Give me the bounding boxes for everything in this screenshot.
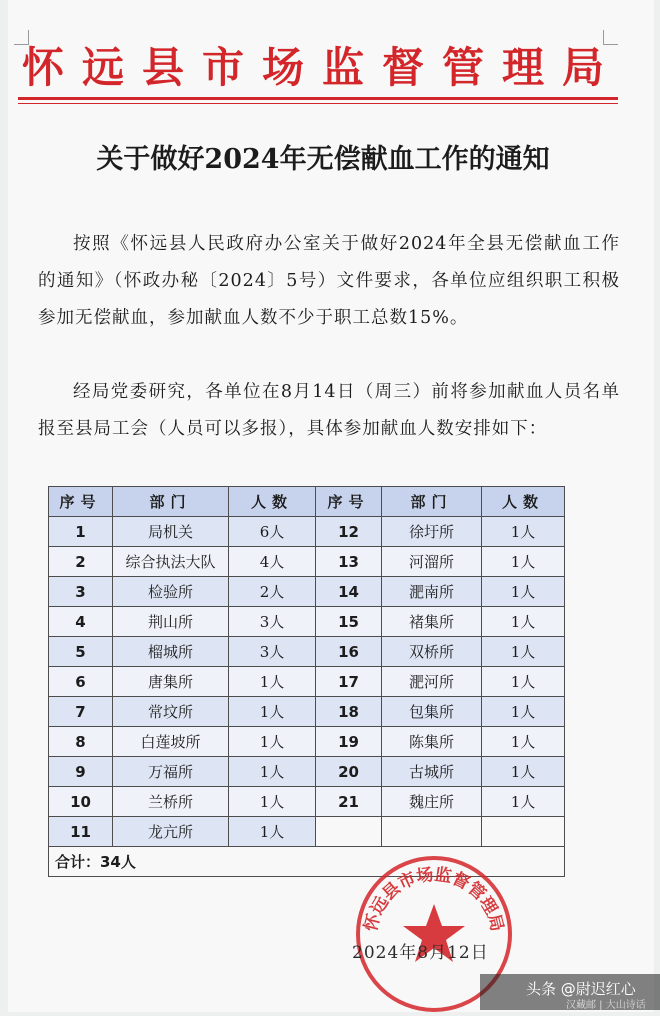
department-cell: 淝河所 (382, 667, 482, 697)
department-cell: 河溜所 (382, 547, 482, 577)
serial-cell: 16 (316, 637, 382, 667)
count-cell: 1人 (482, 787, 565, 817)
table-row (49, 697, 565, 727)
count-cell: 4人 (229, 547, 316, 577)
serial-cell: 12 (316, 517, 382, 547)
serial-cell: 6 (49, 667, 113, 697)
count-cell: 3人 (229, 607, 316, 637)
count-cell: 1人 (482, 517, 565, 547)
header-rule-thin (18, 103, 618, 104)
count-cell: 1人 (229, 697, 316, 727)
serial-cell: 7 (49, 697, 113, 727)
paragraph-2: 经局党委研究，各单位在8月14日（周三）前将参加献血人员名单报至县局工会（人员可以多报），具体参加献血人数安排如下： (38, 382, 620, 439)
platform-watermark (480, 974, 660, 1010)
seal-text: 怀远县市场监督管理局 (361, 864, 507, 934)
serial-cell: 9 (49, 757, 113, 787)
count-cell: 6人 (229, 517, 316, 547)
count-cell: 1人 (482, 607, 565, 637)
department-cell: 淝南所 (382, 577, 482, 607)
count-cell: 1人 (482, 547, 565, 577)
serial-cell: 20 (316, 757, 382, 787)
serial-cell: 13 (316, 547, 382, 577)
department-cell: 检验所 (113, 577, 229, 607)
total-cell: 合计：34人 (49, 847, 565, 877)
count-cell: 1人 (229, 787, 316, 817)
table-row (49, 607, 565, 637)
serial-cell: 11 (49, 817, 113, 847)
table-row (49, 727, 565, 757)
department-cell: 万福所 (113, 757, 229, 787)
department-cell: 局机关 (113, 517, 229, 547)
table-row (49, 817, 565, 847)
serial-cell: 8 (49, 727, 113, 757)
department-cell (382, 817, 482, 847)
count-cell: 1人 (229, 727, 316, 757)
paragraph-1: 按照《怀远县人民政府办公室关于做好2024年全县无偿献血工作的通知》（怀政办秘〔2024〕5号）文件要求，各单位应组织职工积极参加无偿献血，参加献血人数不少于职工总数15%。 (38, 234, 620, 328)
count-cell: 1人 (482, 667, 565, 697)
count-cell: 1人 (229, 757, 316, 787)
column-header: 部门 (382, 487, 482, 517)
count-cell (482, 817, 565, 847)
serial-cell: 10 (49, 787, 113, 817)
table-row (49, 787, 565, 817)
serial-cell: 15 (316, 607, 382, 637)
count-cell: 1人 (229, 667, 316, 697)
department-cell: 白莲坡所 (113, 727, 229, 757)
department-cell: 龙亢所 (113, 817, 229, 847)
department-cell: 兰桥所 (113, 787, 229, 817)
department-cell: 榴城所 (113, 637, 229, 667)
table-row (49, 757, 565, 787)
count-cell: 1人 (482, 697, 565, 727)
table-row (49, 667, 565, 697)
count-cell: 2人 (229, 577, 316, 607)
column-header: 人数 (229, 487, 316, 517)
department-cell: 包集所 (382, 697, 482, 727)
table-row (49, 637, 565, 667)
department-cell: 双桥所 (382, 637, 482, 667)
department-cell: 唐集所 (113, 667, 229, 697)
serial-cell: 1 (49, 517, 113, 547)
watermark-sub: 汉藏邮 | 大山诗话 (566, 1000, 646, 1011)
column-header: 序号 (49, 487, 113, 517)
table-row (49, 547, 565, 577)
department-cell: 褚集所 (382, 607, 482, 637)
department-cell: 魏庄所 (382, 787, 482, 817)
count-cell: 1人 (482, 637, 565, 667)
serial-cell: 2 (49, 547, 113, 577)
serial-cell: 18 (316, 697, 382, 727)
department-cell: 综合执法大队 (113, 547, 229, 577)
count-cell: 1人 (482, 757, 565, 787)
serial-cell: 14 (316, 577, 382, 607)
quota-table (48, 486, 565, 877)
serial-cell: 3 (49, 577, 113, 607)
count-cell: 1人 (482, 577, 565, 607)
count-cell: 1人 (482, 727, 565, 757)
column-header: 部门 (113, 487, 229, 517)
table-row (49, 577, 565, 607)
agency-header: 怀远县市场监督管理局 (22, 43, 623, 92)
column-header: 人数 (482, 487, 565, 517)
document-title: 关于做好2024年无偿献血工作的通知 (96, 144, 550, 175)
table-row (49, 517, 565, 547)
count-cell: 3人 (229, 637, 316, 667)
table-header-row (49, 487, 565, 517)
watermark-author: 头条 @尉迟红心 (526, 980, 636, 998)
serial-cell: 21 (316, 787, 382, 817)
department-cell: 徐圩所 (382, 517, 482, 547)
department-cell: 古城所 (382, 757, 482, 787)
serial-cell: 5 (49, 637, 113, 667)
department-cell: 荆山所 (113, 607, 229, 637)
header-rule-thick (18, 97, 618, 100)
table-body (49, 517, 565, 877)
count-cell: 1人 (229, 817, 316, 847)
department-cell: 陈集所 (382, 727, 482, 757)
serial-cell: 17 (316, 667, 382, 697)
serial-cell: 4 (49, 607, 113, 637)
serial-cell: 19 (316, 727, 382, 757)
column-header: 序号 (316, 487, 382, 517)
serial-cell (316, 817, 382, 847)
issue-date: 2024年8月12日 (352, 943, 489, 963)
department-cell: 常坟所 (113, 697, 229, 727)
